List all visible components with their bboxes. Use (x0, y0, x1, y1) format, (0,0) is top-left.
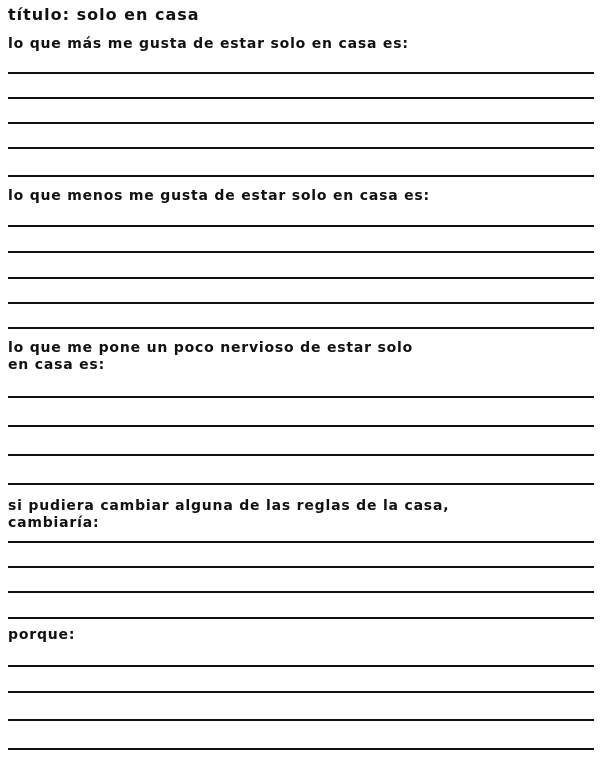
writing-line[interactable] (8, 541, 594, 543)
prompt-nervous-line1: lo que me pone un poco nervioso de estar solo (8, 340, 414, 356)
writing-line[interactable] (8, 327, 594, 329)
writing-line[interactable] (8, 748, 594, 750)
writing-line[interactable] (8, 425, 594, 427)
writing-line[interactable] (8, 72, 594, 74)
writing-line[interactable] (8, 302, 594, 304)
writing-line[interactable] (8, 566, 594, 568)
prompt-change-rules-line1: si pudiera cambiar alguna de las reglas de la casa, (8, 498, 450, 514)
prompt-dislikes: lo que menos me gusta de estar solo en casa es: (8, 188, 430, 204)
writing-line[interactable] (8, 691, 594, 693)
writing-line[interactable] (8, 719, 594, 721)
writing-line[interactable] (8, 122, 594, 124)
writing-line[interactable] (8, 454, 594, 456)
writing-line[interactable] (8, 591, 594, 593)
writing-line[interactable] (8, 97, 594, 99)
writing-line[interactable] (8, 483, 594, 485)
worksheet-title: título: solo en casa (8, 5, 200, 24)
writing-line[interactable] (8, 225, 594, 227)
writing-line[interactable] (8, 147, 594, 149)
prompt-change-rules-line2: cambiaría: (8, 515, 100, 531)
writing-line[interactable] (8, 175, 594, 177)
prompt-because: porque: (8, 627, 76, 643)
writing-line[interactable] (8, 277, 594, 279)
prompt-nervous-line2: en casa es: (8, 357, 105, 373)
writing-line[interactable] (8, 251, 594, 253)
writing-line[interactable] (8, 617, 594, 619)
writing-line[interactable] (8, 396, 594, 398)
writing-line[interactable] (8, 665, 594, 667)
prompt-likes: lo que más me gusta de estar solo en casa es: (8, 36, 409, 52)
